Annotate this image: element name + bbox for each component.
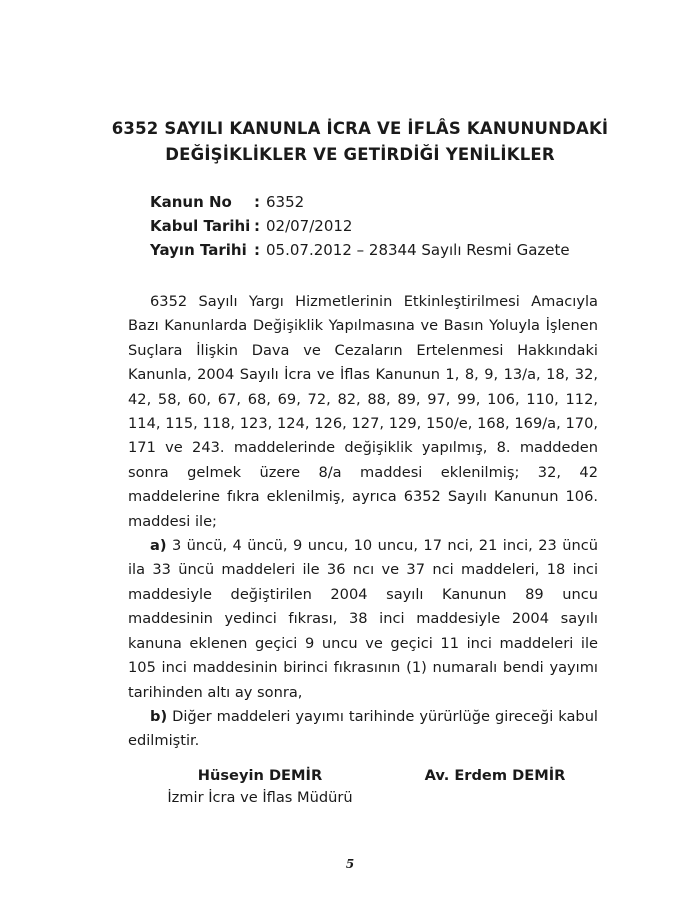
page-title-line-2: DEĞİŞİKLİKLER VE GETİRDİĞİ YENİLİKLER xyxy=(165,145,555,164)
signature-left xyxy=(150,765,370,809)
meta-colon: : xyxy=(254,193,260,211)
page-title xyxy=(110,116,610,168)
meta-row-publication-date xyxy=(150,238,570,262)
meta-row-law-number xyxy=(150,190,570,214)
signature-right xyxy=(410,765,580,787)
intro-paragraph: 6352 Sayılı Yargı Hizmetlerinin Etkinleştirilmesi Amacıyla Bazı Kanunlarda Değişiklik Yapılmasına ve Basın Yoluyla İşlenen Suçlara İlişkin Dava ve Cezaların Ertelenmesi Hakkındaki Kanunla, 2004 Sayılı İcra ve İflas Kanunun 1, 8, 9, 13/a, 18, 32, 42, 58, 60, 67, 68, 69, 72, 82, 88, 89, 97, 99, 106, 110, 112, 114, 115, 118, 123, 124, 126, 127, 129, 150/e, 168, 169/a, 170, 171 ve 243. maddelerinde değişiklik yapılmış, 8. maddeden sonra gelmek üzere 8/a maddesi eklenilmiş; 32, 42 maddelerine fıkra eklenilmiş, ayrıca 6352 Sayılı Kanunun 106. maddesi ile; xyxy=(128,293,598,530)
page-number: 5 xyxy=(345,857,355,871)
meta-label: Yayın Tarihi xyxy=(150,241,247,259)
page-title-line-1: 6352 SAYILI KANUNLA İCRA VE İFLÂS KANUNUNDAKİ xyxy=(111,119,609,138)
meta-value: 6352 xyxy=(266,193,305,211)
body-text xyxy=(128,290,598,754)
meta-label: Kabul Tarihi xyxy=(150,217,251,235)
item-letter: b) xyxy=(150,707,168,725)
meta-colon: : xyxy=(254,241,260,259)
item-text: 3 üncü, 4 üncü, 9 uncu, 10 uncu, 17 nci, 21 inci, 23 üncü ila 33 üncü maddeleri ile 36 ncı ve 37 nci maddeleri, 18 inci maddesiyle değiştirilen 2004 sayılı Kanunun 89 uncu maddesinin yedinci fıkrası, 38 inci maddesiyle 2004 sayılı kanuna eklenen geçici 9 uncu ve geçici 11 inci maddeleri ile 105 inci maddesinin birinci fıkrasının (1) numaralı bendi yayımı tarihinden altı ay sonra, xyxy=(128,537,599,701)
meta-label: Kanun No xyxy=(150,193,232,211)
item-a xyxy=(128,534,598,705)
signature-title: İzmir İcra ve İflas Müdürü xyxy=(167,789,353,806)
meta-value: 02/07/2012 xyxy=(266,217,353,235)
signature-name: Hüseyin DEMİR xyxy=(197,767,323,784)
signature-name: Av. Erdem DEMİR xyxy=(424,767,566,784)
meta-value: 05.07.2012 – 28344 Sayılı Resmi Gazete xyxy=(266,241,570,259)
law-metadata xyxy=(150,190,570,262)
item-letter: a) xyxy=(150,537,167,555)
meta-row-acceptance-date xyxy=(150,214,570,238)
meta-colon: : xyxy=(254,217,260,235)
item-text: Diğer maddeleri yayımı tarihinde yürürlüğe gireceği kabul edilmiştir. xyxy=(128,707,598,750)
item-b xyxy=(128,705,598,754)
